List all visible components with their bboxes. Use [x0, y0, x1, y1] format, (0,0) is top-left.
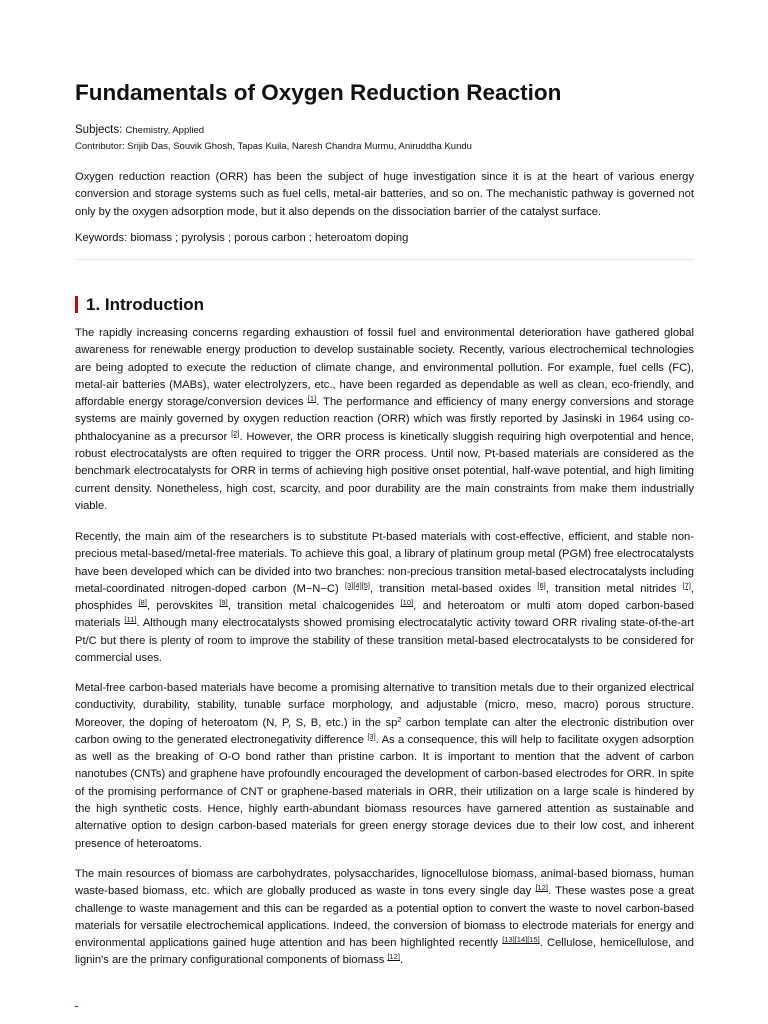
citation-link[interactable]: [1]	[307, 394, 317, 404]
citation-link[interactable]: [13]	[502, 935, 515, 945]
p1-text-2: . The performance and efficiency of many energy conversions and storage systems are mainly governed by oxygen reduction reaction (ORR) which was firstly reported by Jasinski in 1964 using co-phthalocyanine as a precursor	[75, 396, 694, 443]
citation-link[interactable]: [12]	[535, 883, 548, 893]
p3-text-1: Metal-free carbon-based materials have become a promising alternative to transition metals due to their organized electrical conductivity, durability, stability, tunable surface morphology, and adjustable (micro, meso, macro) porous structure. Moreover, the doping of heteroatom (N, P, S, B, etc.) in the sp	[75, 682, 694, 729]
subjects-value[interactable]: Chemistry, Applied	[125, 125, 205, 136]
p1-text-3: . However, the ORR process is kinetically sluggish requiring high overpotential and hence, robust electrocatalysts are often required to trigger the ORR process. Until now, Pt-based materials are considered as the benchmark electrocatalysts for ORR in terms of achieving high positive onset potential, half-wave potential, and high limiting current density. Nonetheless, high cost, scarcity, and poor durability are the main constraints from make them industrially viable.	[75, 430, 694, 512]
p2-text-2: , transition metal-based oxides	[370, 582, 538, 595]
citation-link[interactable]: [15]	[527, 935, 540, 945]
p1-text-1: The rapidly increasing concerns regarding exhaustion of fossil fuel and environmental deterioration have gathered global awareness for renewable energy production to develop sustainable society. Recently, various electrochemical technologies are being adopted to execute the reduction of climate change, and environmental pollution. For example, fuel cells (FC), metal-air batteries (MABs), water electrolyzers, etc., have been regarded as dependable as well as clean, eco-friendly, and affordable energy storage/conversion devices	[75, 327, 694, 409]
citation-link[interactable]: [3]	[344, 580, 354, 590]
abstract: Oxygen reduction reaction (ORR) has been the subject of huge investigation since it is at the heart of various energy conversion and storage systems such as fuel cells, metal-air batteries, and so on. The mechanistic pathway is governed not only by the oxygen adsorption mode, but it also depends on the dissociation barrier of the catalyst surface.	[75, 171, 694, 218]
citation-link[interactable]: [4]	[353, 580, 362, 590]
p4-text-2: . These wastes pose a great challenge to waste management and this can be regarded as a potential option to convert the waste to novel carbon-based materials for versatile electrochemical applications. Indeed, the conversion of biomass to electrode materials for energy and environmental applications gained huge attention and has been highlighted recently	[75, 885, 694, 950]
contributor-line	[75, 141, 472, 152]
section-accent-bar	[75, 296, 78, 313]
citation-link[interactable]: [2]	[231, 428, 240, 438]
p4-text-3: . Cellulose, hemicellulose, and lignin's are the primary configurational components of biomass	[75, 937, 694, 967]
p3-text-3: . As a consequence, this will help to facilitate oxygen adsorption as well as the breaking of O-O bond rather than pristine carbon. It is important to mention that the advent of carbon nanotubes (CNTs) and graphene have profoundly encouraged the development of carbon-based electrodes for ORR. In spite of the promising performance of CNT or graphene-based materials in ORR, their utilization on a large scale is hindered by the high synthetic costs. Hence, highly earth-abundant biomass resources have garnered attention as sustainable and alternative option to design carbon-based materials for green energy storage devices due to their low cost, and inherent presence of heteroatoms.	[75, 733, 694, 850]
subjects-label: Subjects:	[75, 124, 123, 136]
p2-text-3: , transition metal nitrides	[545, 582, 683, 595]
p2-text-5: , perovskites	[146, 600, 220, 613]
superscript: 2	[397, 714, 402, 724]
p3-text-2: carbon template can alter the electronic distribution over carbon owing to the generated electronegativity difference	[75, 716, 694, 746]
p2-text-7: , and heteroatom or multi atom doped carbon-based materials	[75, 600, 694, 630]
paragraph-1	[75, 325, 694, 515]
p2-text-8: . Although many electrocatalysts showed promising electrocatalytic activity toward ORR rivaling state-of-the-art Pt/C but there is plenty of room to improve the stability of these transition metal-based electrocatalysts to be considered for commercial uses.	[75, 617, 694, 665]
p4-text-1: The main resources of biomass are carbohydrates, polysaccharides, lignocellulose biomass, animal-based biomass, human waste-based biomass, etc. which are globally produced as waste in tons every single day	[75, 868, 694, 898]
citation-link[interactable]: [9]	[219, 598, 228, 608]
paragraph-3	[75, 680, 694, 853]
keywords-value: biomass ; pyrolysis ; porous carbon ; heteroatom doping	[130, 232, 409, 244]
keywords-line	[75, 232, 408, 244]
section-heading	[75, 295, 204, 314]
divider	[75, 259, 694, 260]
citation-link[interactable]: [11]	[124, 615, 137, 625]
citation-link[interactable]: [12]	[387, 952, 400, 962]
keywords-label: Keywords:	[75, 232, 128, 244]
p2-text-6: , transition metal chalcogenides	[227, 600, 401, 613]
paragraph-2	[75, 529, 694, 667]
citation-link[interactable]: [5]	[361, 580, 370, 590]
paragraph-4	[75, 866, 694, 970]
citation-link[interactable]: [14]	[514, 935, 528, 945]
p2-text-4: , phosphides	[75, 582, 695, 613]
contributor-names: Srijib Das, Souvik Ghosh, Tapas Kuila, Naresh Chandra Murmu, Aniruddha Kundu	[127, 141, 472, 152]
section-title: 1. Introduction	[86, 294, 205, 314]
citation-link[interactable]: [10]	[400, 598, 414, 608]
p2-text-1: Recently, the main aim of the researchers is to substitute Pt-based materials with cost-effective, efficient, and stable non-precious metal-based/metal-free materials. To achieve this goal, a library of platinum group metal (PGM) free electrocatalysts have been developed which can be divided into two branches: non-precious transition metal-based electrocatalysts including metal-coordinated nitrogen-doped carbon (M−N−C)	[75, 531, 694, 595]
citation-link[interactable]: [6]	[537, 580, 546, 590]
subjects-line	[75, 124, 204, 136]
citation-link[interactable]: [3]	[367, 731, 376, 741]
citation-link[interactable]: [7]	[682, 580, 691, 590]
article-title: Fundamentals of Oxygen Reduction Reaction	[75, 80, 562, 105]
citation-link[interactable]: [8]	[138, 598, 147, 608]
contributor-label: Contributor:	[75, 141, 125, 152]
next-section-accent	[75, 1006, 78, 1007]
p4-text-4: .	[399, 954, 404, 967]
